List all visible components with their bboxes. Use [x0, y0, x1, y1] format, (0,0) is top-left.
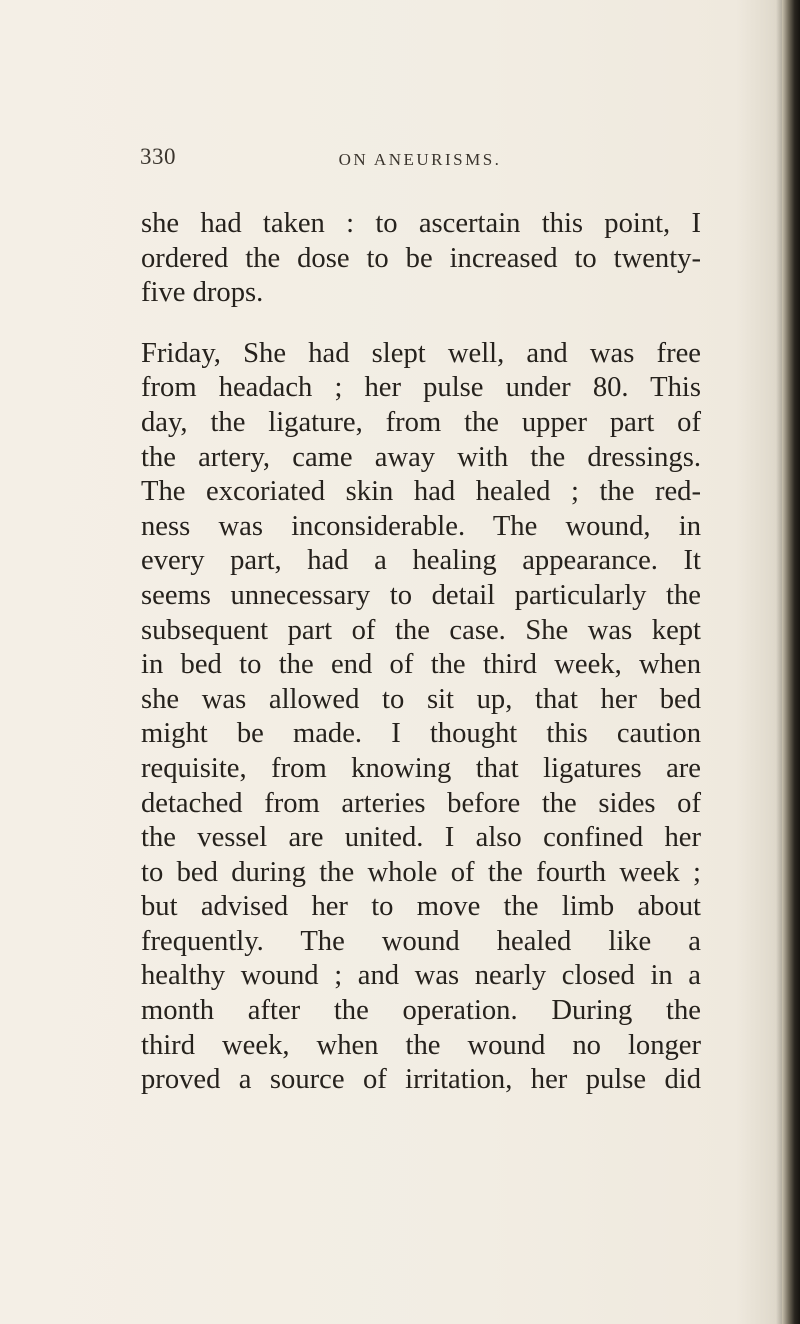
text-line: day, the ligature, from the upper part of	[141, 406, 701, 438]
text-line: might be made. I thought this caution	[141, 718, 701, 750]
text-line: the artery, came away with the dressings.	[141, 441, 701, 473]
text-line: third week, when the wound no longer	[141, 1029, 701, 1061]
text-line: to bed during the whole of the fourth week ;	[141, 856, 701, 888]
text-line: five drops.	[141, 277, 264, 309]
book-spine-edge	[782, 0, 800, 1324]
body-text	[141, 207, 701, 1098]
text-line: frequently. The wound healed like a	[141, 925, 701, 957]
text-line: month after the operation. During the	[141, 995, 701, 1027]
text-line: ordered the dose to be increased to twenty-	[141, 242, 701, 274]
page-number: 330	[140, 144, 176, 169]
paragraph	[141, 207, 701, 311]
paragraph	[141, 337, 701, 1098]
text-line: she was allowed to sit up, that her bed	[141, 683, 701, 715]
text-line: proved a source of irritation, her pulse did	[141, 1064, 701, 1096]
text-line: ness was inconsiderable. The wound, in	[141, 510, 701, 542]
text-line: in bed to the end of the third week, when	[141, 649, 701, 681]
text-line: detached from arteries before the sides of	[141, 787, 701, 819]
paragraph-gap	[141, 311, 701, 337]
text-line: every part, had a healing appearance. It	[141, 545, 701, 577]
running-head: ON ANEURISMS.	[338, 150, 502, 169]
text-line: the vessel are united. I also confined her	[141, 822, 701, 854]
text-line: she had taken : to ascertain this point, I	[141, 208, 701, 239]
text-line: seems unnecessary to detail particularly the	[141, 579, 701, 611]
text-line: from headach ; her pulse under 80. This	[141, 372, 701, 404]
text-line: subsequent part of the case. She was kept	[141, 614, 701, 646]
text-line: requisite, from knowing that ligatures are	[141, 752, 701, 784]
text-line: but advised her to move the limb about	[141, 891, 701, 923]
text-line: The excoriated skin had healed ; the red-	[141, 476, 701, 508]
page-header	[140, 140, 700, 190]
text-line: Friday, She had slept well, and was free	[141, 337, 701, 369]
text-line: healthy wound ; and was nearly closed in a	[141, 960, 701, 992]
